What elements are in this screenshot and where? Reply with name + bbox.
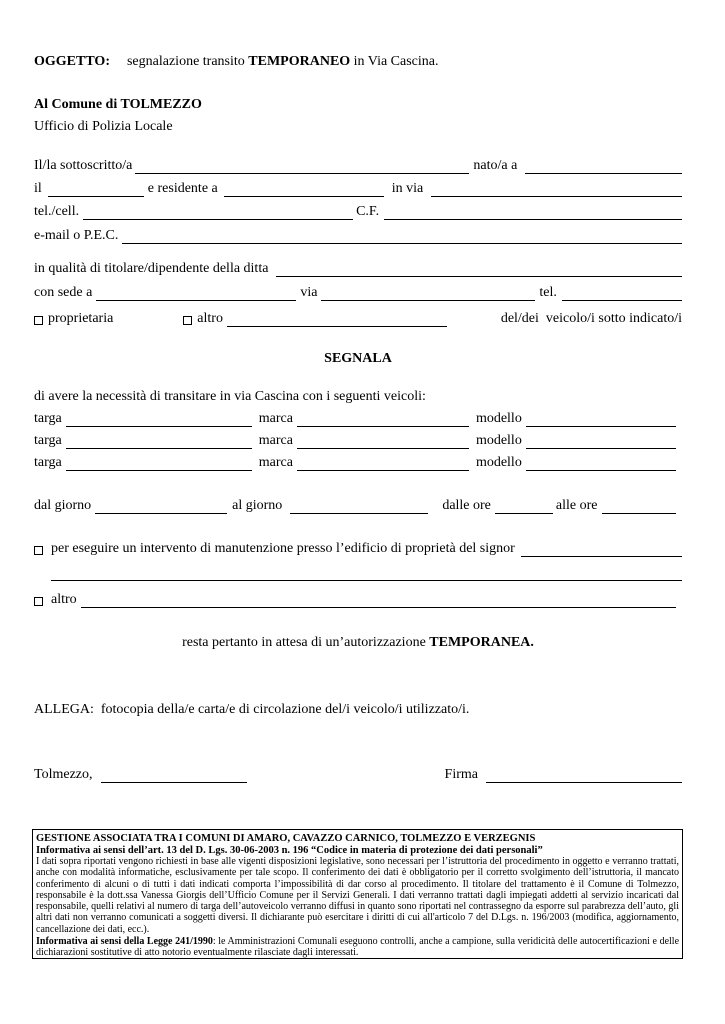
vehicle-row: targa marca modello: [34, 409, 682, 427]
vehicle-row: targa marca modello: [34, 431, 682, 449]
privacy-title: GESTIONE ASSOCIATA TRA I COMUNI DI AMARO, CAVAZZO CARNICO, TOLMEZZO E VERZEGNIS: [36, 833, 536, 844]
phone-field[interactable]: [83, 207, 353, 220]
model-field[interactable]: [526, 414, 676, 427]
other-detail-field[interactable]: [81, 595, 676, 608]
row-maintenance: per eseguire un intervento di manutenzione presso l’edificio di proprietà del signor: [34, 539, 682, 557]
from-time-field[interactable]: [495, 501, 553, 514]
law-title: Informativa ai sensi della Legge 241/1990: [36, 936, 213, 948]
undersigned-field[interactable]: [135, 161, 469, 174]
birthdate-field[interactable]: [48, 184, 144, 197]
other-owner-checkbox[interactable]: [183, 316, 192, 325]
recipient-office: Ufficio di Polizia Locale: [34, 119, 173, 134]
maintenance-detail-field[interactable]: [51, 568, 682, 581]
seat-street-field[interactable]: [321, 288, 535, 301]
row-email: e-mail o P.E.C.: [34, 226, 682, 244]
company-field[interactable]: [276, 264, 682, 277]
row-ownership: proprietaria altro del/dei veicolo/i sotto indicato/i: [34, 309, 682, 327]
subject-line: [34, 52, 682, 70]
heading: SEGNALA: [324, 351, 392, 366]
attach-text: ALLEGA: fotocopia della/e carta/e di circolazione del/i veicolo/i utilizzato/i.: [34, 702, 470, 717]
row-period: dal giorno al giorno dalle ore alle ore: [34, 496, 682, 514]
plate-field[interactable]: [66, 458, 252, 471]
await-text: resta pertanto in attesa di un’autorizzazione TEMPORANEA.: [182, 635, 534, 650]
email-field[interactable]: [122, 231, 682, 244]
other-checkbox[interactable]: [34, 597, 43, 606]
seat-phone-field[interactable]: [562, 288, 682, 301]
date-field[interactable]: [101, 770, 247, 783]
row-other: altro: [34, 590, 682, 608]
row-signature: Tolmezzo, Firma: [34, 765, 682, 783]
to-time-field[interactable]: [602, 501, 677, 514]
signature-field[interactable]: [486, 770, 682, 783]
residence-street-field[interactable]: [431, 184, 682, 197]
privacy-subtitle: Informativa ai sensi dell’art. 13 del D. Lgs. 30-06-2003 n. 196 “Codice in materia di protezione dei dati personali”: [36, 844, 543, 856]
row-phone: tel./cell. C.F.: [34, 202, 682, 220]
row-company: in qualità di titolare/dipendente della ditta: [34, 259, 682, 277]
recipient-name: Al Comune di TOLMEZZO: [34, 97, 202, 112]
to-date-field[interactable]: [290, 501, 428, 514]
subject-pre: segnalazione transito: [126, 54, 245, 69]
from-date-field[interactable]: [95, 501, 227, 514]
subject-label: OGGETTO:: [34, 54, 110, 69]
brand-field[interactable]: [297, 458, 469, 471]
seat-city-field[interactable]: [96, 288, 296, 301]
plate-field[interactable]: [66, 414, 252, 427]
residence-city-field[interactable]: [224, 184, 384, 197]
row-undersigned: Il/la sottoscritto/a nato/a a: [34, 156, 682, 174]
row-residence: il e residente a in via: [34, 179, 682, 197]
subject-strong: TEMPORANEO: [248, 54, 351, 69]
other-owner-field[interactable]: [227, 314, 447, 327]
birthplace-field[interactable]: [525, 161, 682, 174]
model-field[interactable]: [526, 458, 676, 471]
model-field[interactable]: [526, 436, 676, 449]
privacy-body: I dati sopra riportati vengono richiesti in base alle vigenti disposizioni legislative, sono necessari per l’istruttoria del procedimento in oggetto e verranno trattati, anche con modalità informatiche, esclusivamente per tale scopo. Il conferimento dei dati è obbligatorio per il corretto svolgimento dell’istruttoria, il mancato conferimento di alcuni o di tutti i dati indicati comporta l’impossibilità di dar corso al procedimento. Il titolare del trattamento è il Comune di Tolmezzo, responsabile è la dott.ssa Vanessa Giorgis dell’Ufficio Comune per il Servizi Generali. I dati verranno trattati dagli impiegati addetti al servizio incaricati dal responsabile, quelli relativi al numero di targa dell’autoveicolo verranno diffusi in quanto sono riportati nel contrassegno da esporre sul parabrezza dell’auto, gli altri dati non verranno comunicati a soggetti diversi. Il dichiarante può esercitare i diritti di cui all'articolo 7 del D.Lgs. n. 196/2003 (modifica, aggiornamento, cancellazione dei dati, ecc.).: [36, 856, 679, 935]
tax-code-field[interactable]: [384, 207, 682, 220]
maintenance-checkbox[interactable]: [34, 546, 43, 555]
brand-field[interactable]: [297, 414, 469, 427]
plate-field[interactable]: [66, 436, 252, 449]
need-text: di avere la necessità di transitare in via Cascina con i seguenti veicoli:: [34, 389, 426, 404]
owner-name-field[interactable]: [521, 544, 682, 557]
brand-field[interactable]: [297, 436, 469, 449]
privacy-box: [32, 829, 683, 959]
law-body: : le Amministrazioni Comunali eseguono controlli, anche a campione, sulla veridicità delle autocertificazioni e delle dichiarazioni sostitutive di atto notorio eventualmente rilasciate dagli interessati.: [36, 936, 680, 959]
law-notice: [36, 936, 679, 959]
subject-post: in Via Cascina.: [353, 54, 439, 69]
owner-checkbox[interactable]: [34, 316, 43, 325]
row-maintenance-cont: [51, 563, 682, 581]
vehicle-row: targa marca modello: [34, 453, 682, 471]
row-seat: con sede a via tel.: [34, 283, 682, 301]
